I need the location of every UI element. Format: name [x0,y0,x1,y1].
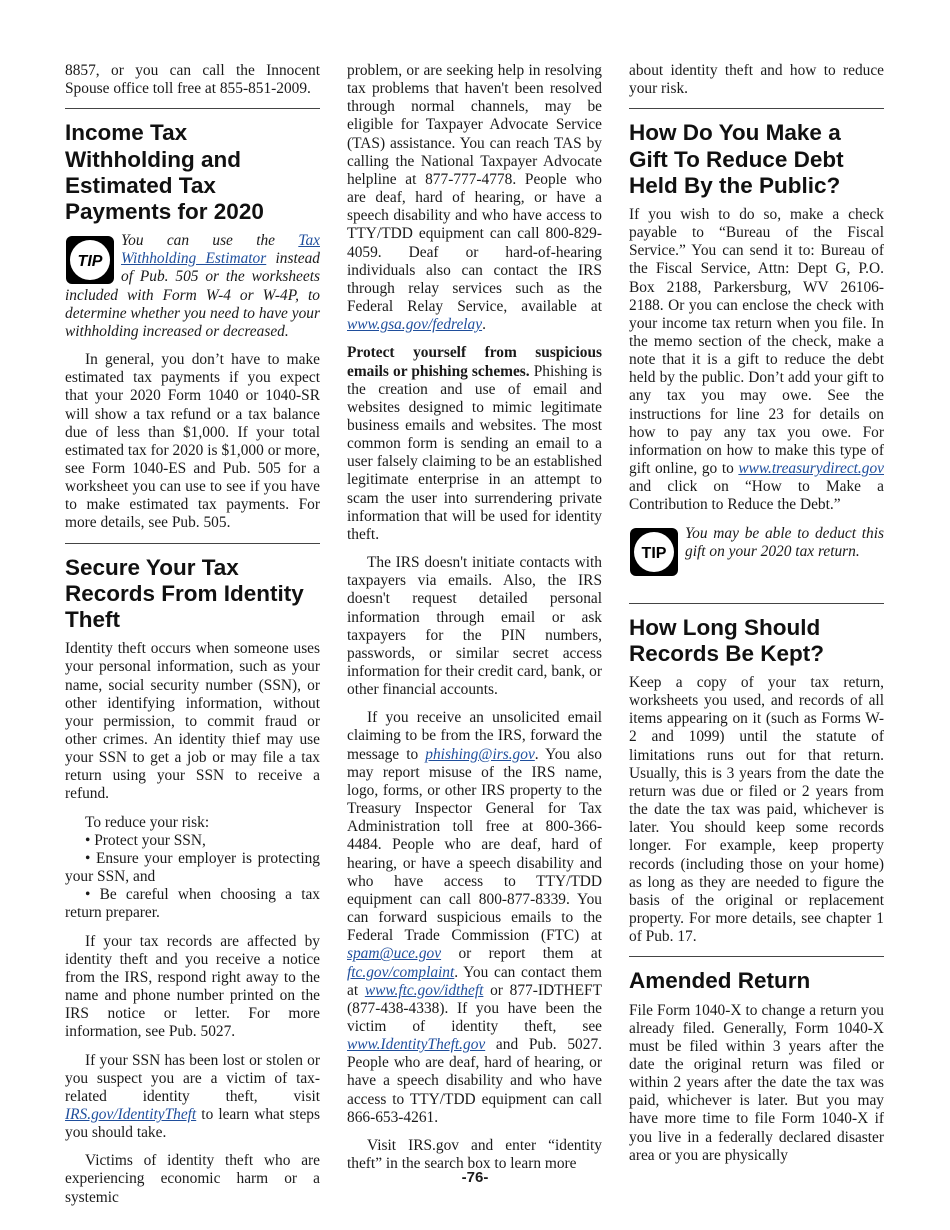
paragraph: 8857, or you can call the Innocent Spouse office toll free at 855-851-2009. [65,62,320,98]
divider [65,108,320,109]
paragraph: File Form 1040-X to change a return you already filed. Generally, Form 1040-X must be filed within 3 years after the date the original return was filed or within 2 years after the date the tax was paid, whichever is later. But you may have more time to file Form 1040-X if you live in a federally declared disaster area or you are physically [629,1001,884,1164]
paragraph: If your tax records are affected by identity theft and you receive a notice from the IRS, respond right away to the name and phone number printed on the IRS notice or letter. For more information, see Pub. 5027. [65,932,320,1041]
paragraph: Protect yourself from suspicious emails or phishing schemes. Phishing is the creation and use of email and websites designed to mimic legitimate business emails and websites. The most common form is sending an email to a user falsely claiming to be an established legitimate enterprise in an attempt to scam the user into surrendering private information that will be used for identity theft. [347,344,603,543]
paragraph: In general, you don’t have to make estimated tax payments if you expect that your 2020 Form 1040 or 1040-SR will show a tax refund or a tax balance due of less than $1,000. If your total estimated tax for 2020 is $1,000 or more, see Form 1040-ES and Pub. 505 for a worksheet you can use to see if you have to make estimated tax payments. For more details, see Pub. 505. [65,351,320,532]
bullet-item: • Protect your SSN, [85,831,206,849]
divider [629,108,884,109]
heading-amended: Amended Return [629,968,811,994]
paragraph: about identity theft and how to reduce your risk. [629,62,884,98]
irs-identity-theft-link[interactable]: IRS.gov/IdentityTheft [65,1105,197,1123]
bullet-item: • Ensure your employer is protecting your SSN, and [65,849,320,886]
page-number: -76- [461,1169,489,1186]
paragraph: Visit IRS.gov and enter “identity theft” in the search box to learn more [347,1136,602,1173]
heading-records: How Long Should Records Be Kept? [629,614,825,666]
heading-withholding: Income Tax Withholding and Estimated Tax Payments for 2020 [65,120,264,224]
paragraph: Keep a copy of your tax return, worksheets you used, and records of all items appearing on it (such as Forms W-2 and 1099) until the statute of limitations runs out for that return. Usually, this is 3 years from the date the return was due or filed or 2 years from the date the tax was paid, whichever is later. You should keep some records longer. For example, keep property records (including those on your home) as long as they are needed to figure the basis of the original or replacement property. For more details, see chapter 1 of Pub. 17. [629,673,884,946]
tip-text: You may be able to deduct this gift on your 2020 tax return. [685,524,884,560]
divider [629,603,884,604]
fedrelay-link[interactable]: www.gsa.gov/fedrelay [347,316,483,334]
heading-secure-records: Secure Your Tax Records From Identity Theft [65,554,304,633]
phishing-email-link[interactable]: phishing@irs.gov [425,745,535,763]
paragraph: To reduce your risk: [85,813,210,831]
column-3 [629,62,884,1165]
identitytheft-gov-link[interactable]: www.IdentityTheft.gov [347,1036,486,1054]
divider [65,543,320,544]
tip-note-withholding: TIP You can use the Tax Withholding Estimator instead of Pub. 505 or the worksheets included with Form W-4 or W-4P, to determine whether you need to have your withholding increased or decreased. [65,232,320,340]
ftc-complaint-link[interactable]: ftc.gov/complaint [347,963,455,981]
tax-withholding-estimator-link[interactable]: Tax Withholding Estimator [121,232,320,268]
column-2 [347,62,602,1173]
paragraph: Victims of identity theft who are experiencing economic harm or a systemic [65,1152,320,1206]
tip-note-gift [629,525,884,577]
paragraph: The IRS doesn't initiate contacts with taxpayers via emails. Also, the IRS doesn't request detailed personal information through email or ask taxpayers for the PIN numbers, passwords, or similar secret access information for their credit card, bank, or other financial accounts. [347,554,602,699]
bullet-item: • Be careful when choosing a tax return preparer. [65,886,320,922]
divider [629,956,884,957]
heading-gift: How Do You Make a Gift To Reduce Debt Held By the Public? [629,120,844,198]
paragraph: If you wish to do so, make a check payable to “Bureau of the Fiscal Service.” You can send it to: Bureau of the Fiscal Service, Attn: Dept G, P.O. Box 2188, Parkersburg, WV 26106-2188. Or you can enclose the check with your income tax return when you file. In the memo section of the check, make a note that it is a gift to reduce the debt held by the public. Don’t add your gift to any tax you may owe. See the instructions for line 23 for details on how to pay any tax you owe. For information on how to make this type of gift online, go to www.treasurydirect.gov and click on “How to Make a Contribution to Reduce the Debt.” [629,205,884,514]
spam-email-link[interactable]: spam@uce.gov [347,945,442,963]
treasurydirect-link[interactable]: www.treasurydirect.gov [738,460,884,478]
ftc-idtheft-link[interactable]: www.ftc.gov/idtheft [364,981,484,999]
tip-icon [65,235,115,285]
tip-icon [629,527,679,577]
column-1 [65,62,320,1207]
paragraph: If your SSN has been lost or stolen or you suspect you are a victim of tax-related identity theft, visit IRS.gov/IdentityTheft to learn what steps you should take. [65,1051,320,1142]
paragraph: problem, or are seeking help in resolving tax problems that haven't been resolved through normal channels, may be eligible for Taxpayer Advocate Service (TAS) assistance. You can reach TAS by calling the National Taxpayer Advocate helpline at 877-777-4778. People who are deaf, hard of hearing, or have a speech disability and who have access to TTY/TDD equipment can call 800-829-4059. Deaf or hard-of-hearing individuals also can contact the IRS through relay services such as the Federal Relay Service, available at www.gsa.gov/fedrelay. [347,62,602,334]
paragraph: Identity theft occurs when someone uses your personal information, such as your name, social security number (SSN), or other identifying information, without your permission, to commit fraud or other crimes. An identity thief may use your SSN to get a job or may file a tax return using your SSN to receive a refund. [65,640,320,803]
svg-text:TIP: TIP [77,253,103,271]
svg-text:TIP: TIP [641,544,667,562]
paragraph: If you receive an unsolicited email claiming to be from the IRS, forward the message to phishing@irs.gov. You also may report misuse of the IRS name, logo, forms, or other IRS property to the Treasury Inspector General for Tax Administration toll free at 800-366-4484. People who are deaf, hard of hearing, or have a speech disability and who have access to TTY/TDD equipment can call 800-877-8339. You can forward suspicious emails to the Federal Trade Commission (FTC) at spam@uce.gov or report them at ftc.gov/complaint. You can contact them at www.ftc.gov/idtheft or 877-IDTHEFT (877-438-4338). If you have been the victim of identity theft, see www.IdentityTheft.gov and Pub. 5027. People who are deaf, hard of hearing, or have a speech disability and who have access to TTY/TDD equipment can call 866-653-4261. [347,709,602,1126]
